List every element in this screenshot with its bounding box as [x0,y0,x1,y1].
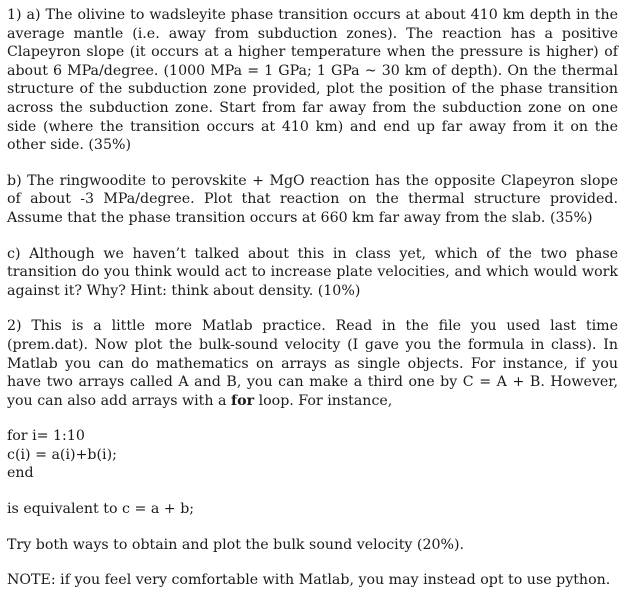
spacer [7,228,618,245]
code-line-3: end [7,465,34,482]
question-1a: 1) a) The olivine to wadsleyite phase transition occurs at about 410 km depth in the average mantle (i.e. away from subduction zones). The reaction has a positive Clapeyron slope (it occurs at a higher temperature when the pressure is higher) of about 6 MPa/degree. (1000 MPa = 1 GPa; 1 GPa ~ 30 km of depth). On the thermal structure of the subduction zone provided, plot the position of the phase transition across the subduction zone. Start from far away from the subduction zone on one side (where the transition occurs at 410 km) and end up far away from it on the other side. (35%) [7,7,618,154]
question-1b: b) The ringwoodite to perovskite + MgO reaction has the opposite Clapeyron slope of about -3 MPa/degree. Plot that reaction on the thermal structure provided. Assume that the phase transition occurs at 660 km far away from the slab. (35%) [7,172,618,226]
question-1c: c) Although we haven’t talked about this in class yet, which of the two phase transition do you think would act to increase plate velocities, and which would work against it? Why? Hint: think about density. (10%) [7,245,618,299]
equivalent-statement: is equivalent to c = a + b; [7,501,195,518]
question-2-intro-tail: loop. For instance, [254,392,393,409]
spacer [7,483,618,500]
assignment-document [7,6,618,590]
spacer [7,155,618,172]
spacer [7,519,618,536]
python-note: NOTE: if you feel very comfortable with Matlab, you may instead opt to use python. [7,572,611,589]
spacer [7,410,618,427]
spacer [7,554,618,571]
code-line-1: for i= 1:10 [7,428,85,445]
code-line-2: c(i) = a(i)+b(i); [7,446,117,463]
question-2-intro-text: 2) This is a little more Matlab practice. Read in the file you used last time (prem.dat). Now plot the bulk-sound velocity (I gave you the formula in class). In Matlab you can do mathematics on arrays as single objects. For instance, if you have two arrays called A and B, you can make a third one by C = A + B. However, you can also add arrays with a [7,318,618,409]
try-both-instruction: Try both ways to obtain and plot the bulk sound velocity (20%). [7,536,465,553]
spacer [7,300,618,317]
code-example [7,427,618,483]
question-2-intro [7,317,618,410]
for-keyword: for [231,392,255,409]
